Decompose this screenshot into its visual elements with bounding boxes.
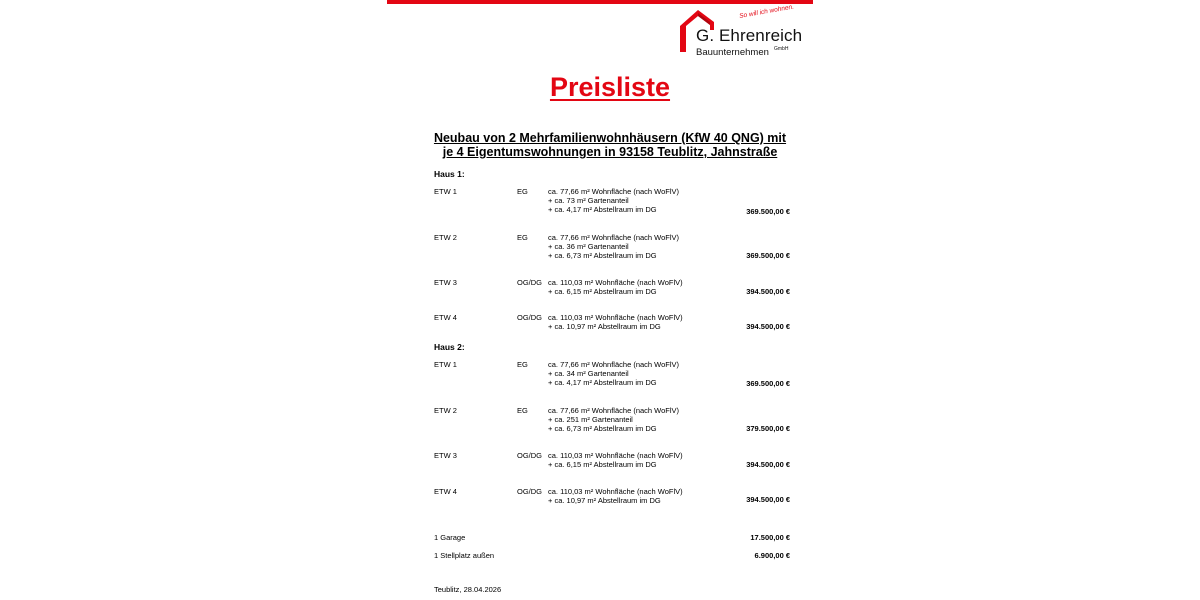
extra-price: 6.900,00 € <box>754 551 790 560</box>
extra-price: 17.500,00 € <box>750 533 790 542</box>
unit-detail-line: + ca. 6,15 m² Abstellraum im DG <box>548 287 657 296</box>
unit-detail-line: + ca. 36 m² Gartenanteil <box>548 242 629 251</box>
unit-price: 394.500,00 € <box>746 322 790 331</box>
unit-details <box>548 406 679 433</box>
unit-detail-line: + ca. 73 m² Gartenanteil <box>548 196 629 205</box>
unit-detail-line: + ca. 251 m² Gartenanteil <box>548 415 633 424</box>
unit-detail-line: ca. 110,03 m² Wohnfläche (nach WoFlV) <box>548 487 683 496</box>
unit-price: 394.500,00 € <box>746 460 790 469</box>
page-title: Preisliste <box>549 72 671 102</box>
subtitle-line: Neubau von 2 Mehrfamilienwohnhäusern (KfW 40 QNG) mit <box>433 131 787 145</box>
unit-detail-line: ca. 77,66 m² Wohnfläche (nach WoFlV) <box>548 187 680 196</box>
unit-level: EG <box>517 233 528 242</box>
unit-detail-line: + ca. 6,73 m² Abstellraum im DG <box>548 251 657 260</box>
unit-detail-line: ca. 77,66 m² Wohnfläche (nach WoFlV) <box>548 233 680 242</box>
company-legal-form: GmbH <box>774 46 789 52</box>
unit-price: 369.500,00 € <box>746 207 790 216</box>
unit-price: 369.500,00 € <box>746 251 790 260</box>
unit-label: ETW 3 <box>434 278 457 287</box>
company-logo <box>680 3 803 58</box>
unit-details <box>548 278 683 296</box>
project-subtitle <box>387 131 833 159</box>
unit-label: ETW 1 <box>434 360 457 369</box>
house-2-heading: Haus 2: <box>434 342 465 352</box>
unit-label: ETW 3 <box>434 451 457 460</box>
unit-label: ETW 2 <box>434 406 457 415</box>
subtitle-line: je 4 Eigentumswohnungen in 93158 Teublitz, Jahnstraße <box>442 145 778 159</box>
unit-label: ETW 2 <box>434 233 457 242</box>
unit-details <box>548 233 679 260</box>
unit-detail-line: ca. 77,66 m² Wohnfläche (nach WoFlV) <box>548 406 680 415</box>
extra-label: 1 Garage <box>434 533 466 542</box>
unit-price: 394.500,00 € <box>746 495 790 504</box>
unit-detail-line: + ca. 4,17 m² Abstellraum im DG <box>548 205 657 214</box>
unit-level: EG <box>517 406 528 415</box>
unit-detail-line: + ca. 6,73 m² Abstellraum im DG <box>548 424 657 433</box>
unit-price: 394.500,00 € <box>746 287 790 296</box>
unit-details <box>548 360 679 387</box>
unit-level: EG <box>517 187 528 196</box>
unit-detail-line: + ca. 10,97 m² Abstellraum im DG <box>548 322 661 331</box>
unit-label: ETW 4 <box>434 487 457 496</box>
unit-level: OG/DG <box>517 313 543 322</box>
company-slogan: So will ich wohnen. <box>738 3 795 21</box>
unit-label: ETW 1 <box>434 187 457 196</box>
top-accent-bar <box>387 0 813 4</box>
unit-level: OG/DG <box>517 278 543 287</box>
unit-detail-line: + ca. 4,17 m² Abstellraum im DG <box>548 378 657 387</box>
unit-detail-line: ca. 110,03 m² Wohnfläche (nach WoFlV) <box>548 278 683 287</box>
place-date: Teublitz, 28.04.2026 <box>434 585 502 594</box>
unit-detail-line: + ca. 6,15 m² Abstellraum im DG <box>548 460 657 469</box>
unit-level: OG/DG <box>517 451 543 460</box>
unit-details <box>548 187 679 214</box>
unit-detail-line: ca. 77,66 m² Wohnfläche (nach WoFlV) <box>548 360 680 369</box>
company-subtitle: Bauunternehmen <box>696 47 769 58</box>
unit-level: EG <box>517 360 528 369</box>
company-name: G. Ehrenreich <box>696 26 803 45</box>
unit-level: OG/DG <box>517 487 543 496</box>
house-1-heading: Haus 1: <box>434 169 465 179</box>
unit-detail-line: + ca. 34 m² Gartenanteil <box>548 369 629 378</box>
unit-detail-line: ca. 110,03 m² Wohnfläche (nach WoFlV) <box>548 313 683 322</box>
unit-price: 379.500,00 € <box>746 424 790 433</box>
unit-details <box>548 451 683 469</box>
extra-label: 1 Stellplatz außen <box>434 551 495 560</box>
unit-label: ETW 4 <box>434 313 457 322</box>
unit-details <box>548 313 683 331</box>
unit-detail-line: ca. 110,03 m² Wohnfläche (nach WoFlV) <box>548 451 683 460</box>
unit-details <box>548 487 683 505</box>
unit-detail-line: + ca. 10,97 m² Abstellraum im DG <box>548 496 661 505</box>
unit-price: 369.500,00 € <box>746 379 790 388</box>
